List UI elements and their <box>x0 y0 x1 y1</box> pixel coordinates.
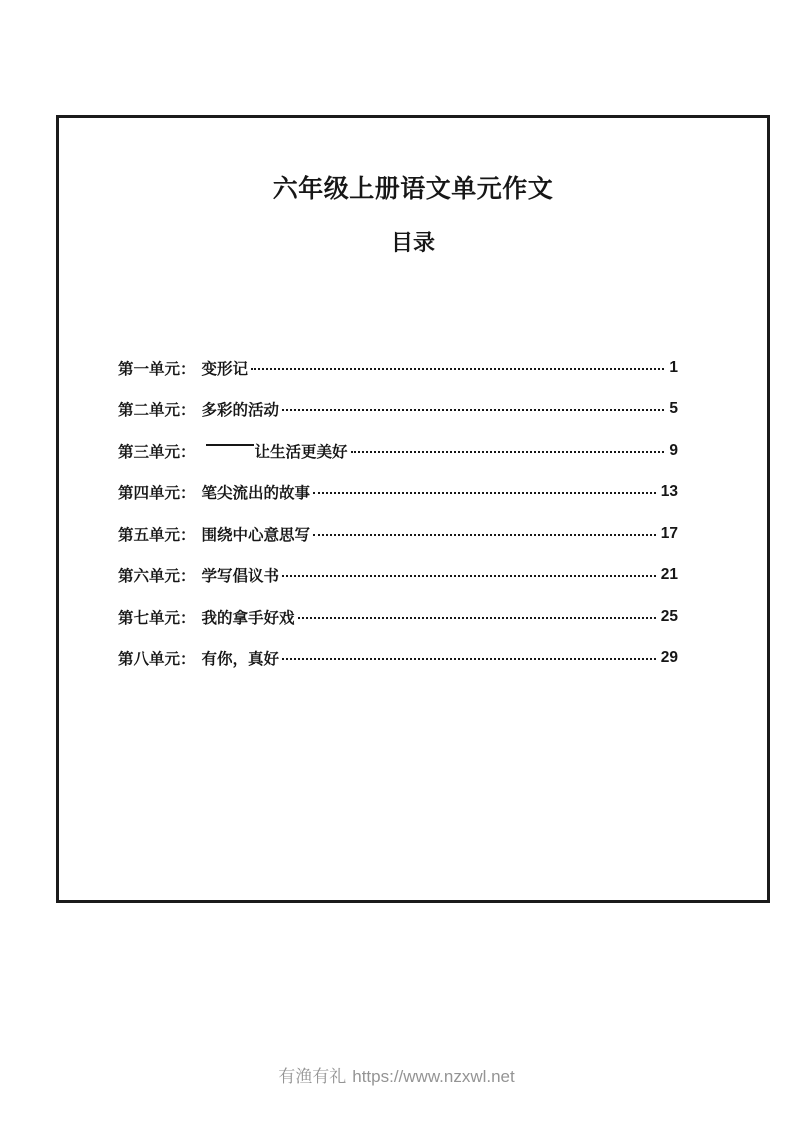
toc-entry-label: 第七单元： <box>118 609 196 627</box>
toc-entry-title: 让生活更美好 <box>254 443 348 461</box>
toc-entry-title: 学写倡议书 <box>201 568 280 586</box>
dot-leader-line <box>282 409 664 411</box>
toc-heading: 目录 <box>390 230 435 255</box>
dot-leader-line <box>351 451 665 453</box>
toc-entry-page: 29 <box>660 649 678 667</box>
toc-entry-label: 第一单元： <box>118 360 196 378</box>
toc-entry-page: 17 <box>660 524 678 542</box>
dot-leader-line <box>282 575 656 577</box>
toc-entry-page: 5 <box>669 400 678 418</box>
document-title: 六年级上册语文单元作文 <box>272 175 554 203</box>
toc-entry-label: 第八单元： <box>118 651 196 669</box>
toc-entry-title: 围绕中心意思写 <box>201 526 311 544</box>
toc-entry-title: 我的拿手好戏 <box>201 609 295 627</box>
document-page <box>56 115 770 903</box>
footer <box>0 1066 793 1088</box>
toc-entry-title: 有你，真好 <box>201 651 280 669</box>
dot-leader-line <box>313 492 656 494</box>
toc-entry <box>118 638 678 680</box>
toc-entry-page: 1 <box>669 358 678 376</box>
toc-entry-label: 第五单元： <box>118 526 196 544</box>
dot-leader-line <box>298 617 656 619</box>
toc-entry <box>118 347 678 389</box>
toc-entry <box>118 555 678 597</box>
toc-entry <box>118 389 678 431</box>
toc-entry-label: 第二单元： <box>118 402 196 420</box>
dot-leader-line <box>313 534 656 536</box>
toc-list <box>118 347 678 679</box>
dot-leader-line <box>251 368 664 370</box>
toc-entry-page: 9 <box>669 441 678 459</box>
blank-underline <box>206 430 254 446</box>
toc-entry <box>118 472 678 514</box>
toc-entry <box>118 596 678 638</box>
footer-site-name: 有渔有礼 <box>278 1067 347 1086</box>
toc-entry <box>118 430 678 472</box>
toc-entry-label: 第四单元： <box>118 485 196 503</box>
toc-entry-page: 25 <box>660 607 678 625</box>
toc-entry-title: 多彩的活动 <box>201 402 280 420</box>
footer-url[interactable]: https://www.nzxwl.net <box>352 1067 515 1086</box>
toc-entry-title: 笔尖流出的故事 <box>201 485 311 503</box>
toc-entry <box>118 513 678 555</box>
toc-entry-title: 变形记 <box>201 360 249 378</box>
toc-entry-page: 21 <box>660 566 678 584</box>
toc-entry-page: 13 <box>660 483 678 501</box>
dot-leader-line <box>282 658 656 660</box>
toc-entry-label: 第六单元： <box>118 568 196 586</box>
toc-entry-label: 第三单元： <box>118 443 196 461</box>
